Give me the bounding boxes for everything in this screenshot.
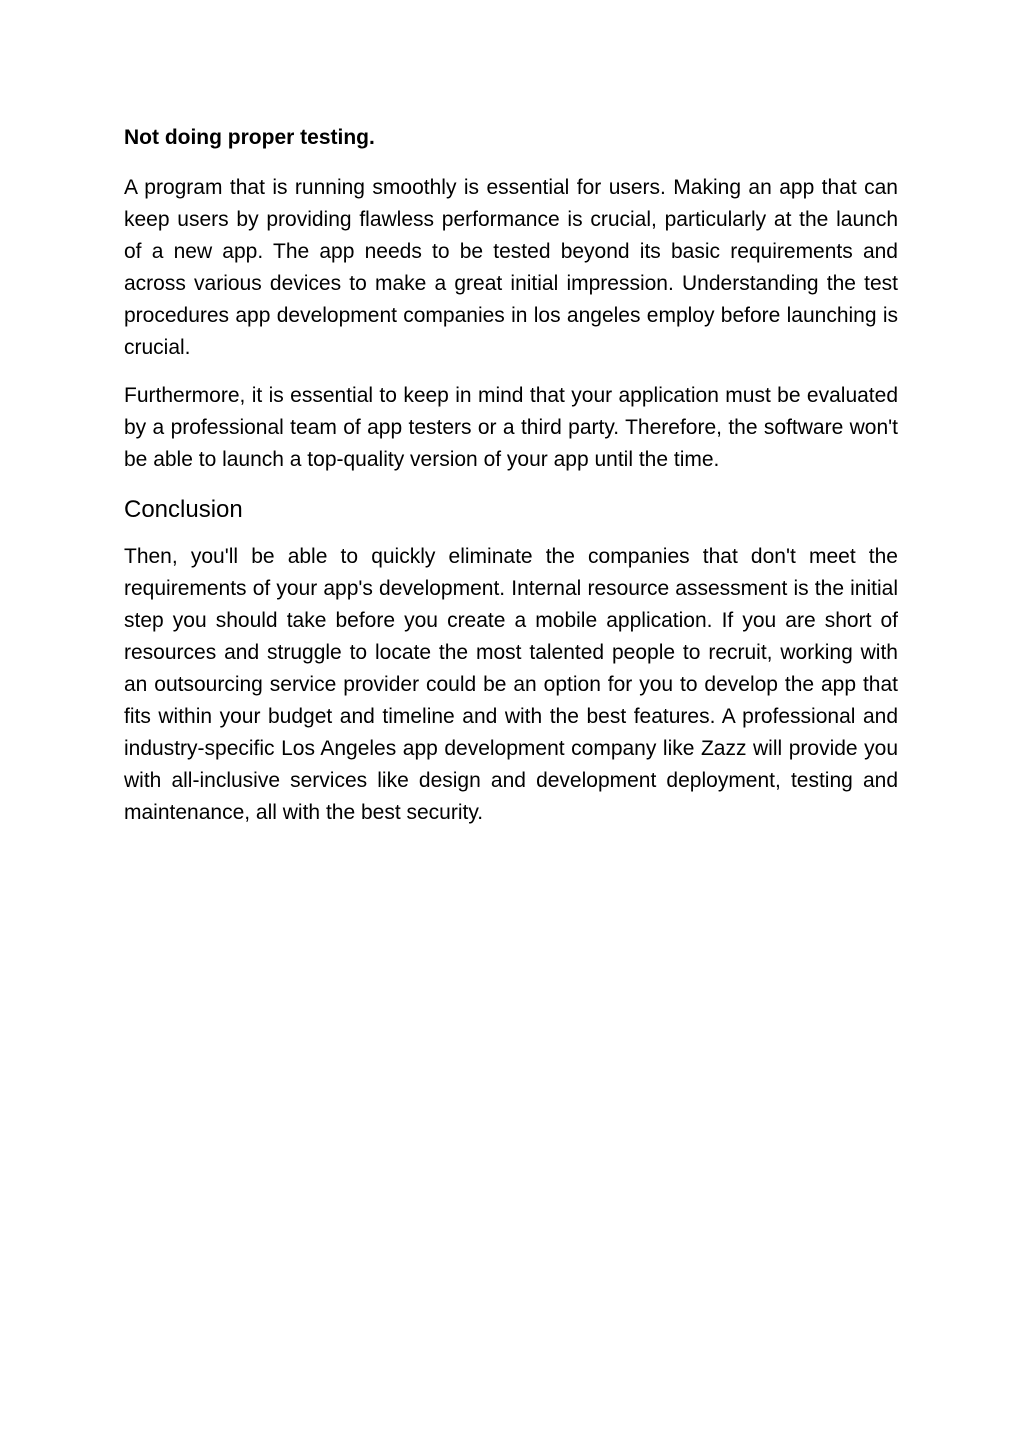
paragraph-conclusion-1: Then, you'll be able to quickly eliminate the companies that don't meet the requirements of your app's development. Internal resource assessment is the initial step you should take before you create a mobile application. If you are short of resources and struggle to locate the most talented people to recruit, working with an outsourcing service provider could be an option for you to develop the app that fits within your budget and timeline and with the best features. A professional and industry-specific Los Angeles app development company like Zazz will provide you with all-inclusive services like design and development deployment, testing and maintenance, all with the best security. xyxy=(124,545,898,824)
paragraph-testing-1: A program that is running smoothly is essential for users. Making an app that can keep users by providing flawless performance is crucial, particularly at the launch of a new app. The app needs to be tested beyond its basic requirements and across various devices to make a great initial impression. Understanding the test procedures app development companies in los angeles employ before launching is crucial. xyxy=(124,176,898,359)
document-body xyxy=(124,124,898,845)
paragraph-testing-2: Furthermore, it is essential to keep in mind that your application must be evaluated by a professional team of app testers or a third party. Therefore, the software won't be able to launch a top-quality version of your app until the time. xyxy=(124,384,898,471)
section-heading-conclusion: Conclusion xyxy=(124,496,243,523)
section-heading-testing: Not doing proper testing. xyxy=(124,126,375,149)
